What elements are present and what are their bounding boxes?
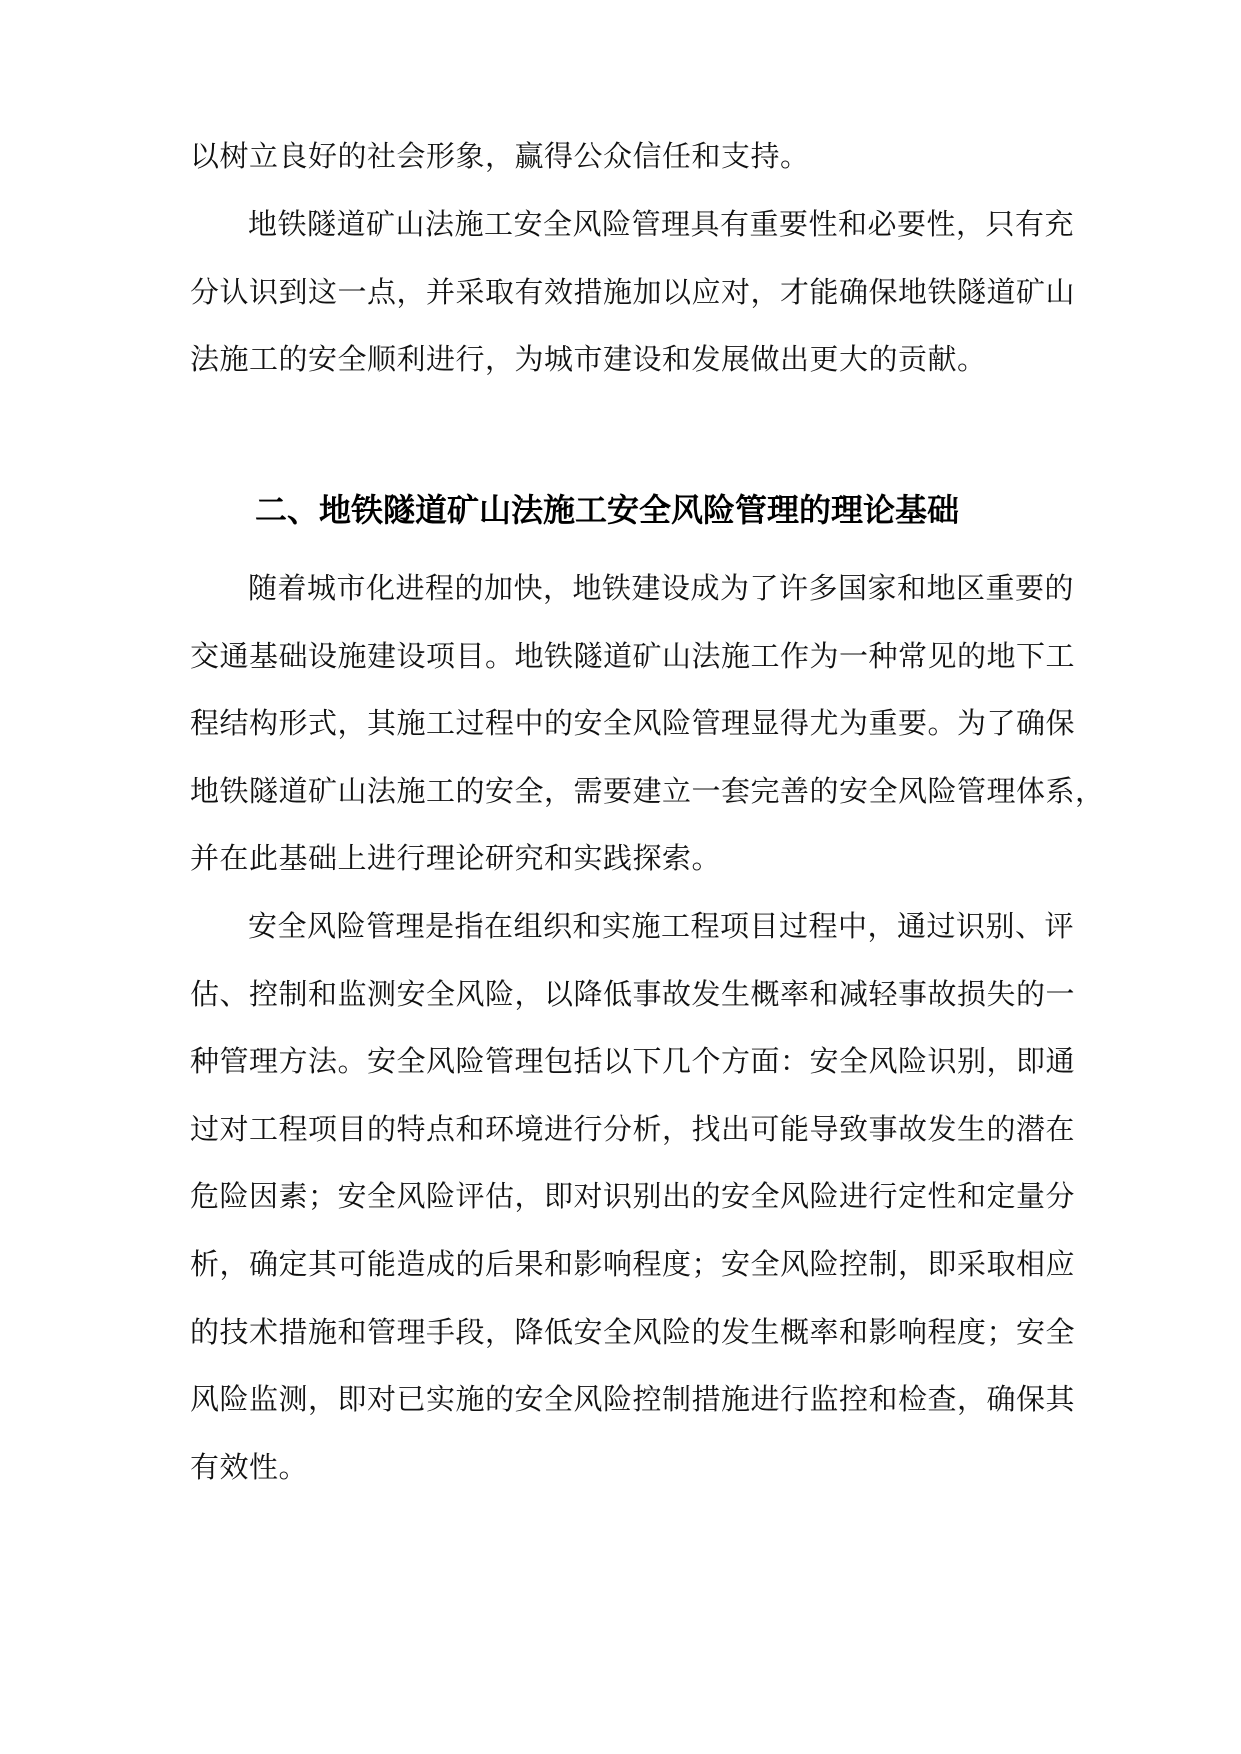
paragraph-4-line-3: 种管理方法。安全风险管理包括以下几个方面：安全风险识别，即通: [190, 1044, 1076, 1078]
paragraph-2-line-2: 分认识到这一点，并采取有效措施加以应对，才能确保地铁隧道矿山: [190, 275, 1076, 309]
paragraph-3-line-5: 并在此基础上进行理论研究和实践探索。: [190, 841, 722, 875]
paragraph-4-line-1: 安全风险管理是指在组织和实施工程项目过程中，通过识别、评: [248, 909, 1075, 943]
paragraph-4-line-5: 危险因素；安全风险评估，即对识别出的安全风险进行定性和定量分: [190, 1179, 1076, 1213]
paragraph-3-line-2: 交通基础设施建设项目。地铁隧道矿山法施工作为一种常见的地下工: [190, 639, 1076, 673]
paragraph-2-line-3: 法施工的安全顺利进行，为城市建设和发展做出更大的贡献。: [190, 342, 987, 376]
paragraph-3-line-3: 程结构形式，其施工过程中的安全风险管理显得尤为重要。为了确保: [190, 706, 1076, 740]
paragraph-4-line-8: 风险监测，即对已实施的安全风险控制措施进行监控和检查，确保其: [190, 1382, 1076, 1416]
paragraph-4-line-9: 有效性。: [190, 1450, 309, 1484]
paragraph-4-line-2: 估、控制和监测安全风险，以降低事故发生概率和减轻事故损失的一: [190, 977, 1076, 1011]
paragraph-4-line-6: 析，确定其可能造成的后果和影响程度；安全风险控制，即采取相应: [190, 1247, 1076, 1281]
paragraph-4-line-7: 的技术措施和管理手段，降低安全风险的发生概率和影响程度；安全: [190, 1315, 1076, 1349]
paragraph-2-line-1: 地铁隧道矿山法施工安全风险管理具有重要性和必要性，只有充: [248, 207, 1075, 241]
paragraph-4-line-4: 过对工程项目的特点和环境进行分析，找出可能导致事故发生的潜在: [190, 1112, 1076, 1146]
section-heading: 二、地铁隧道矿山法施工安全风险管理的理论基础: [255, 491, 960, 529]
paragraph-3-line-1: 随着城市化进程的加快，地铁建设成为了许多国家和地区重要的: [248, 571, 1075, 605]
paragraph-3-line-4: 地铁隧道矿山法施工的安全，需要建立一套完善的安全风险管理体系，: [190, 774, 1105, 808]
paragraph-1-line-1: 以树立良好的社会形象，赢得公众信任和支持。: [190, 139, 810, 173]
